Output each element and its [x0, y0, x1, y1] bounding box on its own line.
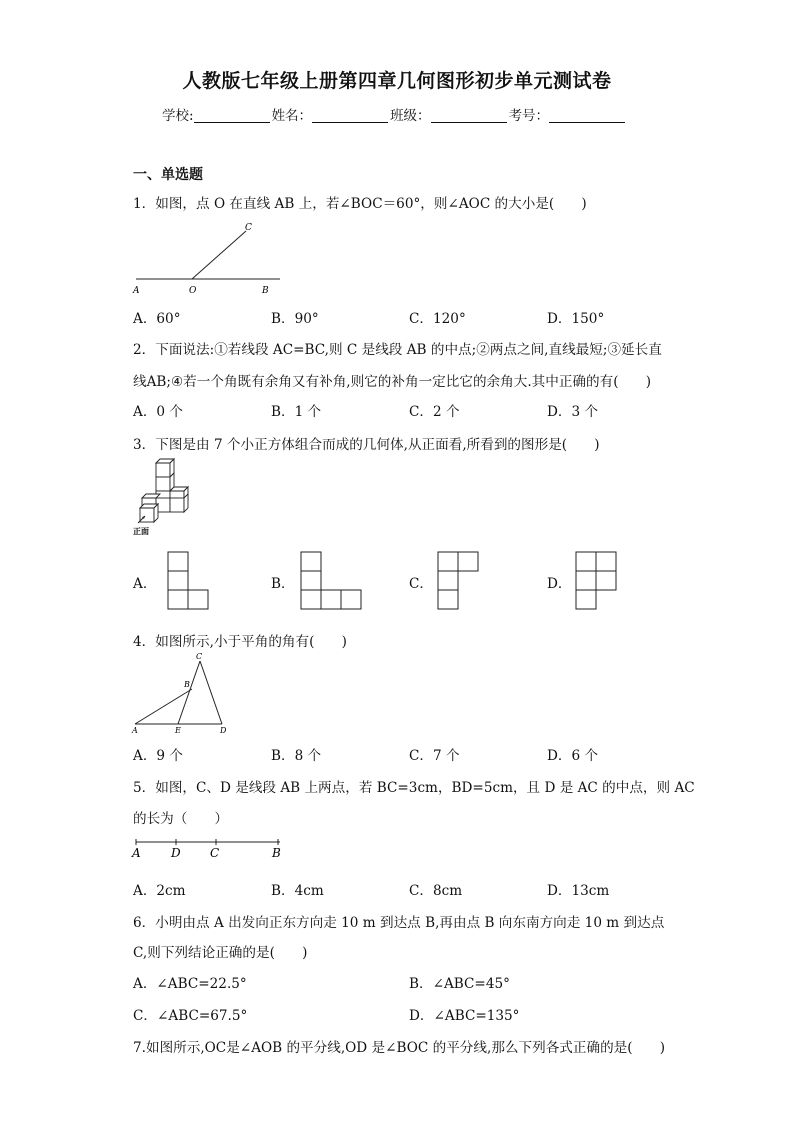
- q2-option-d[interactable]: D．3 个: [547, 404, 599, 420]
- q3-option-c[interactable]: C．: [409, 576, 433, 592]
- q5-option-a[interactable]: A．2cm: [133, 883, 186, 899]
- number-label: 考号：: [508, 108, 550, 124]
- q7-stem: 7.如图所示,OC是∠AOB 的平分线,OD 是∠BOC 的平分线,那么下列各式正确的是( ): [133, 1040, 666, 1056]
- q3-stem: 3．下图是由 7 个小正方体组合而成的几何体,从正面看,所看到的图形是( ): [133, 437, 600, 453]
- q3-option-d-figure: [576, 552, 618, 612]
- q1-label-b: B: [262, 286, 269, 296]
- class-label: 班级：: [390, 108, 431, 124]
- q1-label-a: A: [133, 286, 140, 296]
- q5-line1: 5．如图，C、D 是线段 AB 上两点，若 BC=3cm，BD=5cm，且 D 是 AC 的中点，则 AC: [133, 780, 695, 796]
- school-blank[interactable]: [194, 108, 270, 123]
- q2-option-b[interactable]: B．1 个: [271, 404, 322, 420]
- q6-line1: 6．小明由点 A 出发向正东方向走 10 m 到达点 B,再由点 B 向东南方向走 10 m 到达点: [133, 915, 665, 931]
- q4-label-c: C: [196, 652, 203, 661]
- class-blank[interactable]: [431, 108, 507, 123]
- q1-stem: 1．如图，点 O 在直线 AB 上，若∠BOC＝60°，则∠AOC 的大小是( ): [133, 196, 587, 212]
- q5-label-b: B: [272, 846, 281, 860]
- q6-line2: C,则下列结论正确的是( ): [133, 945, 308, 961]
- name-blank[interactable]: [312, 108, 388, 123]
- q6-option-b[interactable]: B．∠ABC=45°: [409, 976, 510, 992]
- q5-label-c: C: [210, 846, 220, 860]
- q4-option-a[interactable]: A．9 个: [133, 748, 183, 764]
- q4-stem: 4．如图所示,小于平角的角有( ): [133, 634, 347, 650]
- q5-figure: [130, 832, 290, 862]
- q5-option-b[interactable]: B．4cm: [271, 883, 324, 899]
- q5-option-c[interactable]: C．8cm: [409, 883, 463, 899]
- q2-line2: 线AB;④若一个角既有余角又有补角,则它的补角一定比它的余角大.其中正确的有( ): [133, 374, 652, 390]
- q6-option-d[interactable]: D．∠ABC=135°: [409, 1008, 520, 1024]
- q1-figure: [130, 220, 290, 300]
- q1-option-a[interactable]: A．60°: [133, 311, 181, 327]
- section-title: 一、单选题: [133, 167, 203, 183]
- number-blank[interactable]: [549, 108, 625, 123]
- q1-option-c[interactable]: C．120°: [409, 311, 466, 327]
- q3-option-a[interactable]: A．: [133, 576, 157, 592]
- student-info-line: [162, 104, 627, 124]
- q4-label-d: D: [220, 726, 227, 735]
- q3-option-d[interactable]: D．: [547, 576, 572, 592]
- q2-line1: 2．下面说法:①若线段 AC=BC,则 C 是线段 AB 的中点;②两点之间,直线最短;③延长直: [133, 342, 662, 358]
- q3-cube-figure: [132, 458, 202, 538]
- q3-option-c-figure: [438, 552, 480, 612]
- page-title: 人教版七年级上册第四章几何图形初步单元测试卷: [182, 70, 612, 92]
- q3-front-label: 正面: [133, 527, 149, 536]
- q4-option-b[interactable]: B．8 个: [271, 748, 322, 764]
- q6-option-a[interactable]: A．∠ABC=22.5°: [133, 976, 247, 992]
- q1-label-o: O: [189, 286, 197, 296]
- q1-option-d[interactable]: D．150°: [547, 311, 605, 327]
- q5-label-d: D: [171, 846, 181, 860]
- q5-label-a: A: [132, 846, 141, 860]
- q3-option-b-figure: [301, 552, 363, 612]
- school-label: 学校:: [162, 108, 194, 124]
- q5-line2: 的长为（ ）: [133, 811, 229, 827]
- q4-label-b: B: [184, 680, 190, 689]
- q1-label-c: C: [245, 223, 252, 233]
- name-label: 姓名：: [271, 108, 313, 124]
- q4-option-c[interactable]: C．7 个: [409, 748, 460, 764]
- q4-figure: [130, 652, 240, 737]
- q1-option-b[interactable]: B．90°: [271, 311, 319, 327]
- q4-label-e: E: [175, 726, 181, 735]
- q4-label-a: A: [132, 726, 138, 735]
- q3-option-a-figure: [168, 552, 210, 612]
- q2-option-c[interactable]: C．2 个: [409, 404, 460, 420]
- q5-option-d[interactable]: D．13cm: [547, 883, 610, 899]
- q4-option-d[interactable]: D．6 个: [547, 748, 599, 764]
- q1-ray-oc: [192, 231, 246, 279]
- q6-option-c[interactable]: C．∠ABC=67.5°: [133, 1008, 248, 1024]
- q3-option-b[interactable]: B．: [271, 576, 295, 592]
- q2-option-a[interactable]: A．0 个: [133, 404, 183, 420]
